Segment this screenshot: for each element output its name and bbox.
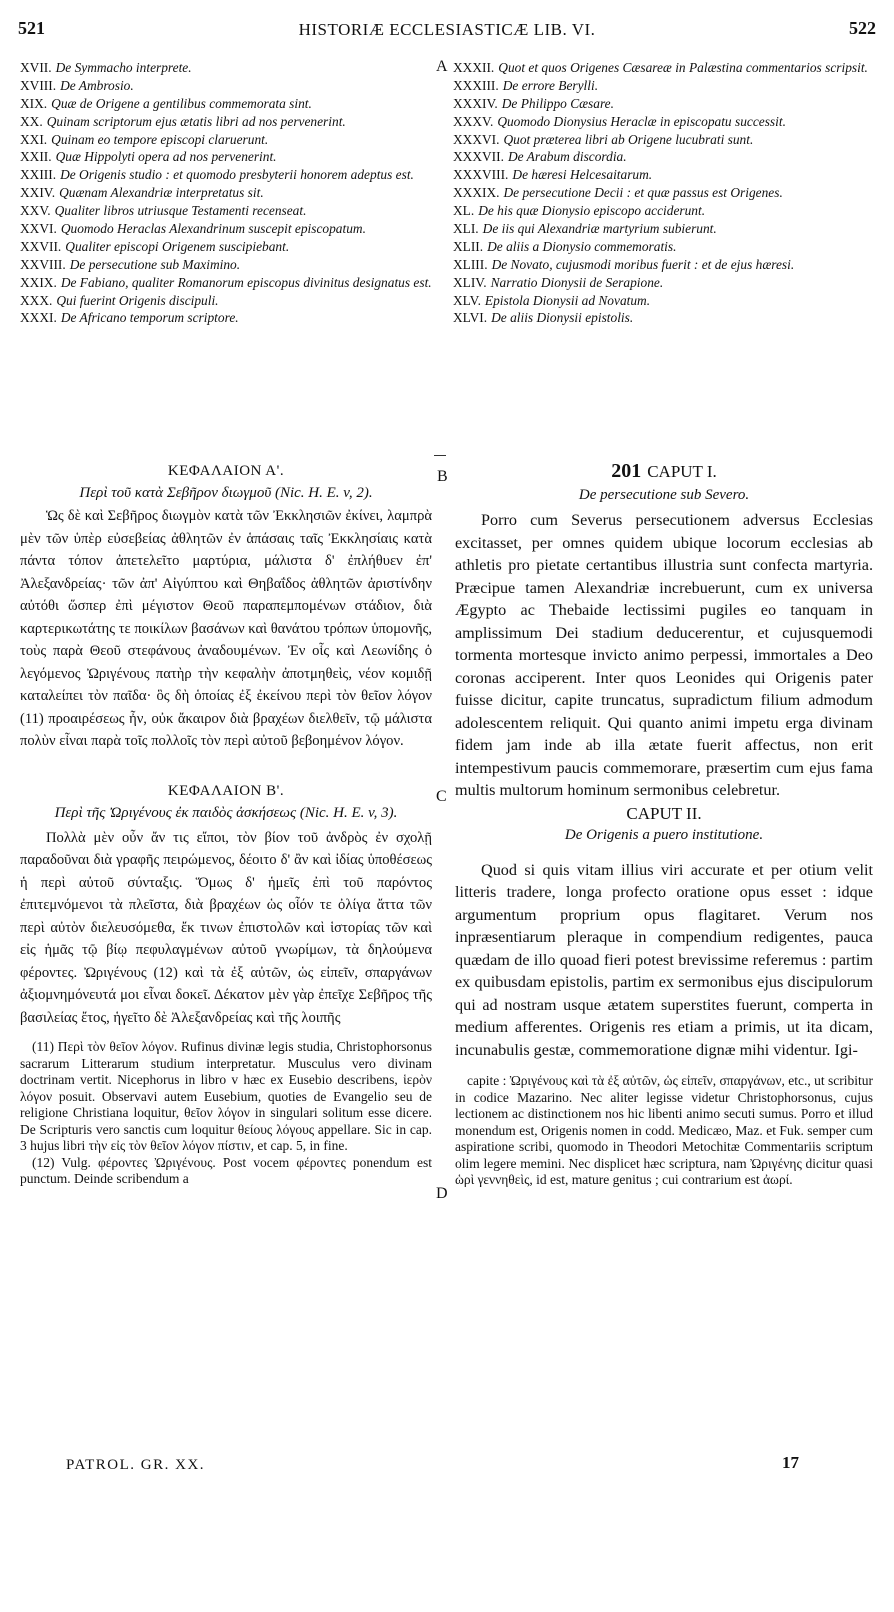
- entry-title: De Novato, cujusmodi moribus fuerit : et de ejus hæresi.: [491, 256, 795, 272]
- margin-letter-d: D: [436, 1185, 448, 1202]
- contents-entry: [20, 257, 434, 272]
- entry-number: XXV.: [20, 203, 51, 219]
- entry-title: Quinam eo tempore episcopi claruerunt.: [51, 131, 269, 147]
- entry-number: XXVIII.: [20, 256, 66, 272]
- margin-letter-c: C: [436, 788, 447, 805]
- entry-number: XXXII.: [453, 60, 495, 75]
- entry-title: De aliis a Dionysio commemoratis.: [487, 238, 677, 254]
- entry-number: XVII.: [20, 60, 52, 75]
- contents-entry: [453, 257, 871, 272]
- contents-entry: [453, 221, 871, 236]
- contents-entry: [20, 78, 434, 93]
- entry-number: XLII.: [453, 238, 484, 254]
- contents-entry: [20, 96, 434, 111]
- entry-number: XIX.: [20, 95, 48, 111]
- entry-number: XXIX.: [20, 274, 57, 290]
- page-number-right: 522: [849, 18, 876, 38]
- entry-number: XXVI.: [20, 221, 57, 237]
- contents-entry: [20, 114, 434, 129]
- footer-sheet-number: 17: [782, 1453, 799, 1472]
- footer-signature: PATROL. GR. XX.: [66, 1457, 206, 1473]
- contents-entry: [453, 310, 871, 325]
- contents-entry: [20, 239, 434, 254]
- footnote-11: (11) Περὶ τὸν θεῖον λόγον. Rufinus divinæ legis studia, Christophorsonus sacrarum Litterarum studium interpretatur. Musculus vero divinam doctrinam vertit. Nicephorus in libro v hæc ex Eusebio describens, ἱερὸν λόγον posuit. Observavi autem Eusebium, quoties de Evangelio seu de religione Christiana loquitur, θεῖον λόγον in singulari solitum esse dicere. De Scripturis vero sanctis cum loquitur θείους λόγους appellare. Sic in cap. 3 hujus libri τὴν εἰς τὸν θεῖον λόγον πίστιν, et cap. 5, in fine.: [20, 1039, 432, 1153]
- greek-column: [20, 463, 432, 1188]
- contents-list-right: [453, 60, 871, 328]
- entry-number: XXXI.: [20, 310, 57, 326]
- entry-title: De Fabiano, qualiter Romanorum episcopus divinitus designatus est.: [60, 274, 432, 290]
- entry-number: XLIV.: [453, 274, 487, 290]
- entry-number: XX.: [20, 113, 43, 129]
- entry-title: De persecutione sub Maximino.: [69, 256, 241, 272]
- entry-title: De Ambrosio.: [60, 77, 134, 93]
- entry-title: De aliis Dionysii epistolis.: [491, 310, 634, 326]
- entry-number: XXVII.: [20, 238, 62, 254]
- contents-entry: [453, 293, 871, 308]
- entry-number: XXIII.: [20, 167, 57, 183]
- entry-title: Qualiter libros utriusque Testamenti recenseat.: [54, 203, 307, 219]
- entry-title: Quomodo Heraclas Alexandrinum suscepit episcopatum.: [60, 221, 366, 237]
- contents-entry: [453, 96, 871, 111]
- entry-number: XXXVI.: [453, 131, 500, 147]
- entry-number: XXXIX.: [453, 185, 500, 201]
- entry-title: De Philippo Cæsare.: [501, 95, 614, 111]
- contents-entry: [20, 60, 434, 75]
- entry-number: XXIV.: [20, 185, 56, 201]
- entry-title: Qualiter episcopi Origenem suscipiebant.: [65, 238, 290, 254]
- latin-chapter1-title: CAPUT I.: [647, 462, 717, 481]
- entry-number: XXX.: [20, 292, 53, 308]
- greek-chapter2-body: Πολλὰ μὲν οὖν ἄν τις εἴποι, τὸν βίον τοῦ ἀνδρὸς ἐν σχολῇ παραδοῦναι διὰ γραφῆς πειρώμενος, δέοιτο δ' ἂν καὶ ἰδίας ὑποθέσεως ἡ περὶ αὐτοῦ σύνταξις. Ὅμως δ' ἡμεῖς ἐπὶ τοῦ παρόντος ἐπιτεμνόμενοι τὰ πλεῖστα, διὰ βραχέων ὡς οἷόν τε ὀλίγα ἄττα τῶν περὶ αὐτὸν διελευσόμεθα, ἔκ τινων ἐπιστολῶν καὶ ἱστορίας τῶν καὶ εἰς ἡμᾶς τῷ βίῳ πεφυλαγμένων αὐτοῦ γνωρίμων, τὰ δηλούμενα φέροντες. Ὠριγένους (12) καὶ τὰ ἐξ αὐτῶν, ὡς εἰπεῖν, σπαργάνων ἀξιομνημόνευτά μοι εἶναι δοκεῖ. Δέκατον μὲν γὰρ ἐπεῖχε Σεβῆρος τῆς βασιλείας ἔτος, ἡγεῖτο δὲ Ἀλεξανδρείας καὶ τῆς λοιπῆς: [20, 829, 432, 1026]
- entry-number: XL.: [453, 203, 475, 219]
- contents-entry: [20, 293, 434, 308]
- entry-title: Narratio Dionysii de Serapione.: [490, 274, 664, 290]
- entry-title: De Origenis studio : et quomodo presbyterii honorem adeptus est.: [60, 167, 414, 183]
- latin-chapter1-subtitle: De persecutione sub Severo.: [578, 487, 750, 503]
- contents-entry: [453, 78, 871, 93]
- entry-number: XXXV.: [453, 113, 494, 129]
- greek-chapter2-heading: ΚΕΦΑΛΑΙΟΝ Β'.: [167, 782, 285, 799]
- greek-chapter2-subtitle: Περὶ τῆς Ὠριγένους ἐκ παιδὸς ἀσκήσεως (Nic. H. E. v, 3).: [54, 804, 398, 821]
- latin-chapter2-body: Quod si quis vitam illius viri accurate et per otium velit litteris tradere, longa profecto oratione opus esset : idque argumentum proprium opus flagitaret. Verum nos inpræsentiarum pleraque in compendium redigentes, pauca quædam de illo quoad fieri potest brevissime referemus : partim ex quibusdam epistolis, partim ex sermonibus ejus discipulorum qui ad nostram usque ætatem superstites fuerunt, comperta in medium afferentes. Origenis res etiam a primis, ut ita dicam, incunabulis gestæ, commemoratione dignæ mihi videntur. Igi-: [455, 860, 873, 1059]
- entry-number: XVIII.: [20, 77, 57, 93]
- contents-entry: [20, 167, 434, 182]
- contents-entry: [453, 114, 871, 129]
- entry-number: XLVI.: [453, 310, 488, 326]
- footnote-continuation: capite : Ὠριγένους καὶ τὰ ἐξ αὐτῶν, ὡς εἰπεῖν, σπαργάνων, etc., ut scribitur in codice Mazarino. Nec aliter legisse videtur Christophorsonus, cujus lectionem ac distinctionem nos hic libenti animo secuti sumus. Porro et illud monendum est, Origenis nomen in codd. Medicæo, Maz. et Fuk. semper cum aspiratione scribi, quomodo in Theodori Metochitæ Commentariis scriptum olim legere memini. Nec displicet hæc scriptura, nam Ὠριγένης dicitur quasi ὡρὶ γεννηθεὶς, id est, mature genitus ; cui contrarium est ἀωρί.: [455, 1073, 873, 1187]
- entry-title: Quomodo Dionysius Heraclæ in episcopatu successit.: [497, 113, 786, 129]
- entry-number: XXI.: [20, 131, 48, 147]
- latin-chapter1-body: Porro cum Severus persecutionem adversus Ecclesias excitasset, per omnes quidem ubique locorum ecclesias ab athletis pro pietate certantibus illustria sunt confecta martyria. Præcipue tamen Alexandriæ increbuerunt, cum ex universa Ægypto ac Thebaide lectissimi pugiles eo tanquam in amplissimum Dei stadium deducerentur, et cujusquemodi tormenta mortesque invicto animo perpessi, immortales a Deo coronas acciperent. Inter quos Leonides qui Origenis pater fuisse dicitur, capite truncatus, supradictum filium admodum adolescentem reliquit. Qui quanto animi impetu erga divinam fidem jam inde ab illa ætate fuerit affectus, non erit intempestivum paucis commemorare, præsertim cum ejus fama multis multorum hominum sermonibus celebretur.: [455, 511, 873, 799]
- running-header: [18, 18, 876, 40]
- entry-title: Quæ Hippolyti opera ad nos pervenerint.: [55, 149, 277, 165]
- entry-number: XXII.: [20, 149, 52, 165]
- margin-letter-b: B: [437, 468, 448, 485]
- entry-title: Quot et quos Origenes Cæsareæ in Palæstina commentarios scripsit.: [498, 60, 868, 75]
- entry-number: XLV.: [453, 292, 481, 308]
- greek-chapter1-body: Ὡς δὲ καὶ Σεβῆρος διωγμὸν κατὰ τῶν Ἐκκλησιῶν ἐκίνει, λαμπρὰ μὲν τῶν ὑπὲρ εὐσεβείας ἀθλητῶν ἐν ἁπάσαις ταῖς Ἐκκλησίαις κατὰ πάντα τόπον ἀπετελεῖτο μαρτύρια, μάλιστα δ' ἐπλήθυεν ἐπ' Ἀλεξανδρείας· τῶν ἀπ' Αἰγύπτου καὶ Θηβαΐδος ἀθλητῶν ἀριστίνδην αὐτόθι ὥσπερ ἐπὶ μέγιστον Θεοῦ παραπεμπομένων στάδιον, διὰ καρτερικωτάτης τε ποικίλων βασάνων καὶ θανάτου τρόπων ὑπομονῆς, τοὺς παρὰ Θεοῦ στεφάνους ἀναδουμένων. Ἐν οἷς καὶ Λεωνίδης ὁ λεγόμενος Ὠριγένους πατὴρ τὴν κεφαλὴν ἀποτμηθεὶς, νέον κομιδῇ καταλείπει τὸν παῖδα· ὃς δὴ ὁποίας ἐξ ἐκείνου περὶ τὸν θεῖον λόγον (11) προαιρέσεως ἦν, οὐκ ἄκαιρον διὰ βραχέων διελθεῖν, τῷ μάλιστα πολὺν εἶναι παρὰ τοῖς πολλοῖς τὸν περὶ αὐτοῦ βεβοημένον λόγον.: [20, 508, 432, 749]
- entry-number: XXXVII.: [453, 149, 504, 165]
- greek-chapter1-heading: ΚΕΦΑΛΑΙΟΝ Α'.: [167, 463, 285, 479]
- entry-title: De Arabum discordia.: [507, 149, 627, 165]
- margin-letter-a: A: [436, 58, 448, 75]
- latin-chapter1-heading: [455, 460, 873, 483]
- entry-number: XXXIII.: [453, 77, 499, 93]
- entry-title: Quot præterea libri ab Origene lucubrati sunt.: [503, 131, 754, 147]
- entry-title: Quænam Alexandriæ interpretatus sit.: [59, 185, 264, 201]
- contents-entry: [453, 132, 871, 147]
- contents-entry: [453, 60, 871, 75]
- entry-number: XXXVIII.: [453, 167, 509, 183]
- footnotes-left: [20, 1039, 432, 1188]
- contents-entry: [453, 203, 871, 218]
- contents-entry: [20, 149, 434, 164]
- contents-entry: [20, 275, 434, 290]
- column-number: 201: [611, 460, 642, 482]
- contents-entry: [20, 221, 434, 236]
- latin-column: [455, 460, 873, 1189]
- entry-number: XLI.: [453, 221, 479, 237]
- contents-entry: [453, 185, 871, 200]
- contents-entry: [453, 149, 871, 164]
- entry-title: De his quæ Dionysio episcopo acciderunt.: [478, 203, 706, 219]
- entry-title: De errore Berylli.: [502, 77, 599, 93]
- entry-title: De hæresi Helcesaitarum.: [512, 167, 653, 183]
- footnote-12: (12) Vulg. φέροντες Ὠριγένους. Post vocem φέροντες ponendum est punctum. Deinde scribendum a: [20, 1154, 432, 1186]
- column-separator: [434, 455, 446, 456]
- contents-entry: [20, 310, 434, 325]
- entry-title: Quinam scriptorum ejus ætatis libri ad nos pervenerint.: [46, 113, 346, 129]
- contents-entry: [453, 167, 871, 182]
- entry-title: De iis qui Alexandriæ martyrium subierunt.: [482, 221, 717, 237]
- contents-entry: [20, 132, 434, 147]
- contents-entry: [453, 275, 871, 290]
- page-number-left: 521: [18, 18, 45, 38]
- greek-chapter1-subtitle: Περὶ τοῦ κατὰ Σεβῆρον διωγμοῦ (Nic. H. E. v, 2).: [79, 485, 373, 501]
- entry-title: Qui fuerint Origenis discipuli.: [56, 292, 219, 308]
- entry-title: De Africano temporum scriptore.: [60, 310, 239, 326]
- entry-number: XXXIV.: [453, 95, 498, 111]
- contents-entry: [20, 203, 434, 218]
- contents-entry: [20, 185, 434, 200]
- entry-number: XLIII.: [453, 256, 488, 272]
- entry-title: Quæ de Origene a gentilibus commemorata sint.: [51, 95, 312, 111]
- contents-entry: [453, 239, 871, 254]
- running-title: HISTORIÆ ECCLESIASTICÆ LIB. VI.: [298, 20, 596, 39]
- entry-title: Epistola Dionysii ad Novatum.: [484, 292, 651, 308]
- entry-title: De Symmacho interprete.: [55, 60, 192, 75]
- entry-title: De persecutione Decii : et quæ passus est Origenes.: [503, 185, 783, 201]
- latin-chapter2-subtitle: De Origenis a puero institutione.: [564, 826, 764, 843]
- contents-list-left: [20, 60, 434, 328]
- latin-chapter2-heading: CAPUT II.: [626, 803, 702, 823]
